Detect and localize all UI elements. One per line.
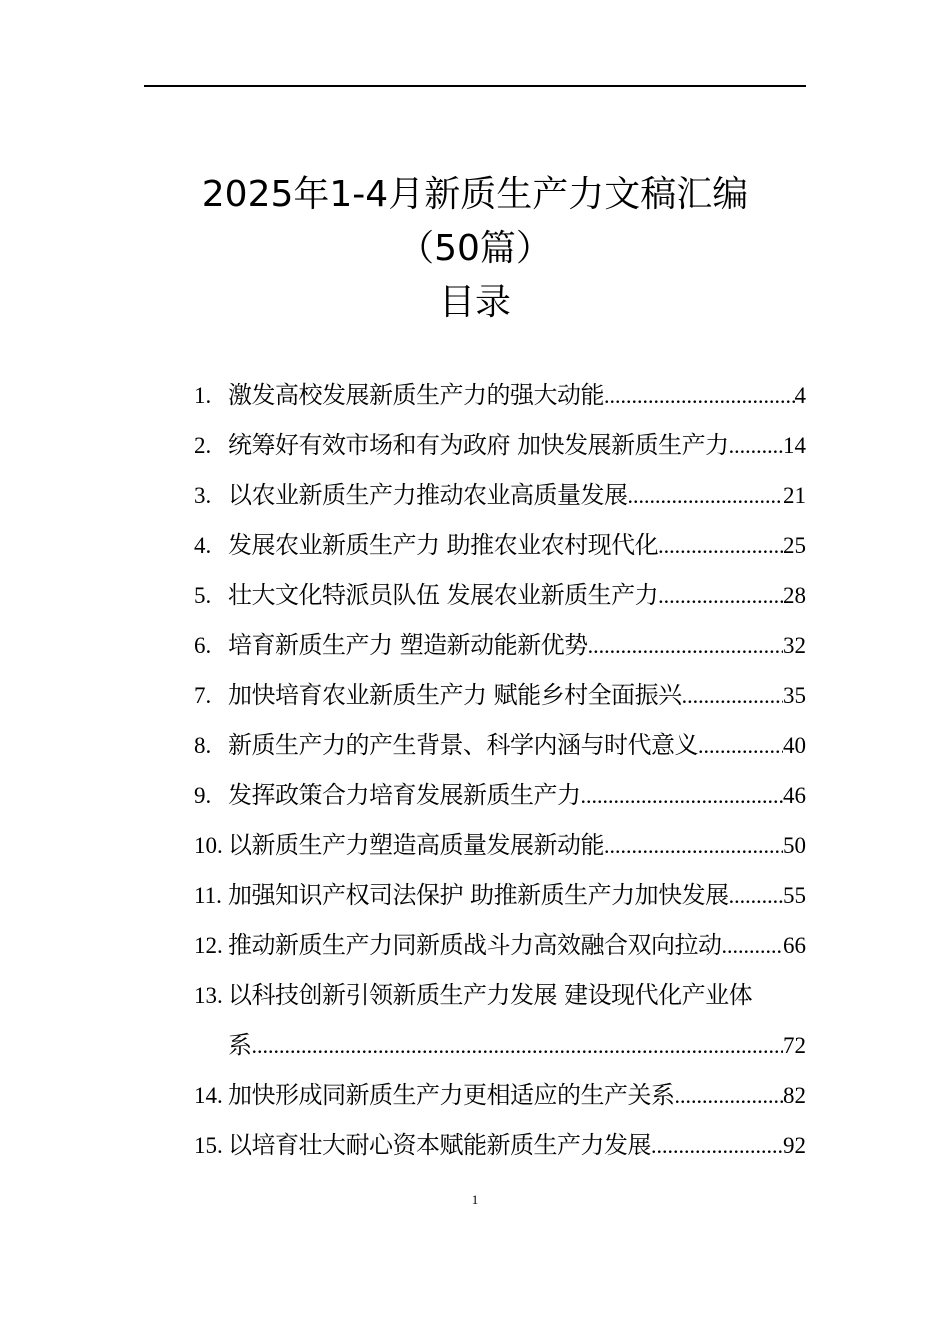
toc-entry-page: 21 <box>783 483 806 508</box>
toc-entry-title: 发展农业新质生产力 助推农业农村现代化 <box>228 531 659 559</box>
toc-entry[interactable] <box>194 820 806 870</box>
toc-entry[interactable] <box>194 570 806 620</box>
toc-entry-title: 推动新质生产力同新质战斗力高效融合双向拉动 <box>228 931 722 959</box>
toc-entry[interactable] <box>194 1120 806 1170</box>
toc-entry-title: 发挥政策合力培育发展新质生产力 <box>228 781 581 809</box>
toc-entry-page: 50 <box>783 833 806 858</box>
toc-entry-title: 加快形成同新质生产力更相适应的生产关系 <box>228 1081 675 1109</box>
toc-entry-title: 以培育壮大耐心资本赋能新质生产力发展 <box>228 1131 651 1159</box>
toc-entry-page: 92 <box>783 1133 806 1158</box>
toc-leader-dots <box>682 671 783 721</box>
table-of-contents <box>194 370 806 1170</box>
toc-entry-number: 12. <box>194 933 223 958</box>
toc-entry-page: 28 <box>783 583 806 608</box>
toc-heading: 目录 <box>438 282 511 323</box>
toc-entry-title: 以农业新质生产力推动农业高质量发展 <box>228 481 628 509</box>
toc-entry-number: 10. <box>194 833 223 858</box>
toc-entry-title: 加强知识产权司法保护 助推新质生产力加快发展 <box>228 881 729 909</box>
toc-entry-number: 11. <box>194 883 222 908</box>
toc-entry-page: 32 <box>783 633 806 658</box>
toc-leader-dots <box>729 871 783 921</box>
toc-entry-number: 15. <box>194 1133 223 1158</box>
toc-entry[interactable] <box>194 370 806 420</box>
toc-entry-number: 5. <box>194 583 212 608</box>
toc-entry-title-continued: 系 <box>228 1031 252 1059</box>
toc-entry-title: 加快培育农业新质生产力 赋能乡村全面振兴 <box>228 681 682 709</box>
toc-entry[interactable] <box>194 420 806 470</box>
toc-entry[interactable] <box>194 770 806 820</box>
toc-entry-title: 激发高校发展新质生产力的强大动能 <box>228 381 604 409</box>
toc-entry-page: 4 <box>794 383 806 408</box>
toc-entry[interactable] <box>194 620 806 670</box>
toc-entry-number: 14. <box>194 1083 223 1108</box>
toc-entry[interactable] <box>194 520 806 570</box>
toc-entry-title: 培育新质生产力 塑造新动能新优势 <box>228 631 588 659</box>
toc-leader-dots <box>675 1071 784 1121</box>
toc-entry-page: 66 <box>783 933 806 958</box>
toc-leader-dots <box>252 1021 784 1071</box>
toc-entry-continuation[interactable] <box>194 1020 806 1070</box>
toc-entry-page: 55 <box>783 883 806 908</box>
toc-entry-number: 1. <box>194 383 212 408</box>
toc-entry-page: 35 <box>783 683 806 708</box>
toc-leader-dots <box>581 771 784 821</box>
toc-entry-title: 新质生产力的产生背景、科学内涵与时代意义 <box>228 731 698 759</box>
toc-entry[interactable] <box>194 920 806 970</box>
document-subtitle-count: （50篇） <box>398 228 552 269</box>
toc-leader-dots <box>722 921 784 971</box>
toc-entry[interactable] <box>194 670 806 720</box>
toc-entry[interactable] <box>194 870 806 920</box>
toc-entry-page: 25 <box>783 533 806 558</box>
toc-leader-dots <box>698 721 783 771</box>
toc-leader-dots <box>658 521 783 571</box>
toc-entry-number: 6. <box>194 633 212 658</box>
page-number: 1 <box>471 1192 479 1207</box>
toc-entry-page: 72 <box>783 1033 806 1058</box>
toc-entry-number: 9. <box>194 783 212 808</box>
toc-entry[interactable] <box>194 720 806 770</box>
toc-entry-title: 以科技创新引领新质生产力发展 建设现代化产业体 <box>228 981 753 1009</box>
toc-entry-page: 46 <box>783 783 806 808</box>
toc-entry-number: 8. <box>194 733 212 758</box>
toc-entry[interactable] <box>194 470 806 520</box>
header-rule <box>144 85 806 87</box>
toc-entry-number: 13. <box>194 983 223 1008</box>
toc-entry-number: 4. <box>194 533 212 558</box>
toc-entry-page: 82 <box>783 1083 806 1108</box>
toc-leader-dots <box>588 621 783 671</box>
toc-leader-dots <box>729 421 783 471</box>
toc-entry-number: 3. <box>194 483 212 508</box>
toc-leader-dots <box>651 1121 783 1171</box>
toc-entry[interactable] <box>194 970 806 1020</box>
toc-entry-number: 2. <box>194 433 212 458</box>
toc-entry-title: 统筹好有效市场和有为政府 加快发展新质生产力 <box>228 431 729 459</box>
toc-leader-dots <box>604 821 783 871</box>
document-title: 2025年1-4月新质生产力文稿汇编 <box>201 174 749 215</box>
toc-leader-dots <box>628 471 784 521</box>
toc-leader-dots <box>658 571 783 621</box>
toc-entry-page: 14 <box>783 433 806 458</box>
toc-entry-title: 壮大文化特派员队伍 发展农业新质生产力 <box>228 581 659 609</box>
toc-entry-number: 7. <box>194 683 212 708</box>
toc-entry-title: 以新质生产力塑造高质量发展新动能 <box>228 831 604 859</box>
title-block <box>0 168 950 330</box>
toc-entry[interactable] <box>194 1070 806 1120</box>
toc-leader-dots <box>604 371 795 421</box>
toc-entry-page: 40 <box>783 733 806 758</box>
